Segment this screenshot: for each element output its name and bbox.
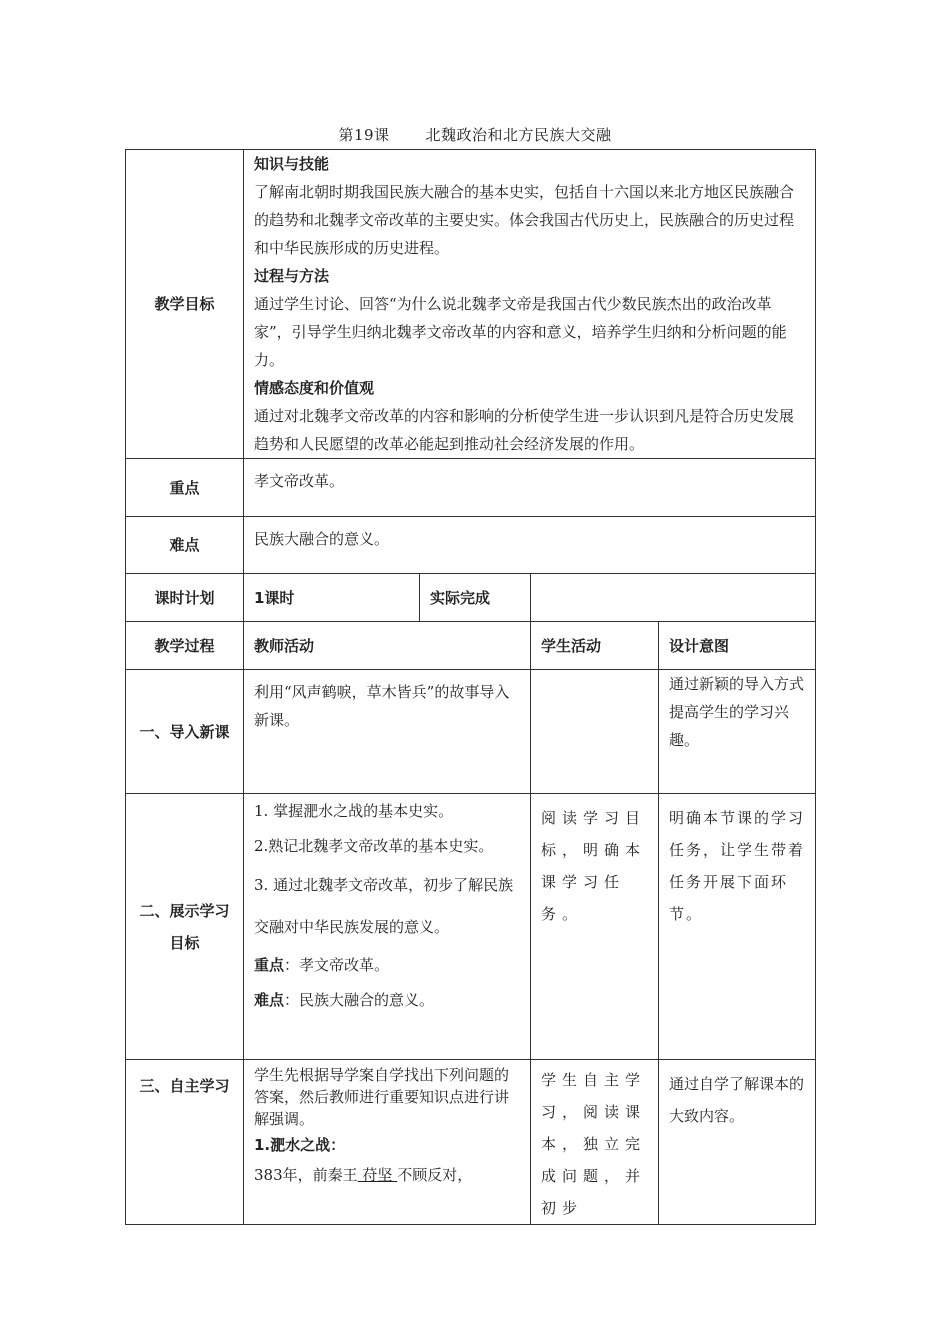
key-point-text: 孝文帝改革。 (244, 459, 816, 517)
objectives-row (126, 150, 816, 459)
key-point-label: 重点 (126, 459, 244, 517)
goal-item: 1. 掌握淝水之战的基本史实。 (254, 802, 454, 820)
stage2-label (126, 794, 244, 1060)
page-title (0, 124, 950, 145)
schedule-label: 课时计划 (126, 574, 244, 622)
emotion-text: 通过对北魏孝文帝改革的内容和影响的分析使学生进一步认识到凡是符合历史发展趋势和人民愿望的改革必能起到推动社会经济发展的作用。 (254, 407, 795, 453)
teacher-header: 教师活动 (244, 622, 531, 670)
key-point-row (126, 459, 816, 517)
emotion-heading: 情感态度和价值观 (254, 379, 375, 397)
stage3-sub-heading: 1.淝水之战： (254, 1136, 346, 1154)
stage3-intent: 通过自学了解课本的大致内容。 (659, 1060, 816, 1225)
process-heading: 过程与方法 (254, 267, 330, 285)
stage2-teacher (244, 794, 531, 1060)
stage2-label-line2: 目标 (169, 933, 200, 952)
goal-key-label: 重点 (254, 956, 285, 974)
difficulty-text: 民族大融合的意义。 (244, 517, 816, 574)
schedule-row (126, 574, 816, 622)
knowledge-text: 了解南北朝时期我国民族大融合的基本史实，包括自十六国以来北方地区民族融合的趋势和北魏孝文帝改革的主要史实。体会我国古代历史上，民族融合的历史过程和中华民族形成的历史进程。 (254, 183, 795, 257)
stage2-intent: 明确本节课的学习任务，让学生带着任务开展下面环节。 (659, 794, 816, 1060)
fill-blank: 苻坚 (357, 1166, 398, 1184)
stage1-teacher: 利用“风声鹤唳，草木皆兵”的故事导入新课。 (244, 670, 531, 794)
stage1-student (531, 670, 659, 794)
student-header: 学生活动 (531, 622, 659, 670)
goal-diff-label: 难点 (254, 991, 285, 1009)
goal-diff-text: ：民族大融合的意义。 (284, 991, 435, 1009)
goal-key (254, 948, 520, 983)
stage1-row (126, 670, 816, 794)
intent-header: 设计意图 (659, 622, 816, 670)
goal-difficulty (254, 983, 520, 1018)
actual-label: 实际完成 (420, 574, 531, 622)
fill-line-end: 不顾反对， (397, 1166, 473, 1184)
difficulty-label: 难点 (126, 517, 244, 574)
stage3-teacher (244, 1060, 531, 1225)
lesson-number: 第19课 (338, 126, 390, 144)
stage3-fill-line (254, 1160, 520, 1190)
lesson-plan-table (125, 149, 816, 1225)
goal-key-text: ：孝文帝改革。 (284, 956, 390, 974)
stage3-label: 三、自主学习 (126, 1060, 244, 1225)
stage3-intro: 学生先根据导学案自学找出下列问题的答案，然后教师进行重要知识点进行讲解强调。 (254, 1066, 510, 1128)
schedule-value: 1课时 (244, 574, 420, 622)
goal-item: 2.熟记北魏孝文帝改革的基本史实。 (254, 837, 494, 855)
stage2-label-line1: 二、展示学习 (139, 901, 230, 920)
process-text: 通过学生讨论、回答“为什么说北魏孝文帝是我国古代少数民族杰出的政治改革家”，引导学生归纳北魏孝文帝改革的内容和意义，培养学生归纳和分析问题的能力。 (254, 295, 787, 369)
stage1-label: 一、导入新课 (126, 670, 244, 794)
objectives-content (244, 150, 816, 459)
actual-value (531, 574, 816, 622)
fill-line-start: 383年，前秦王 (254, 1166, 358, 1184)
lesson-name: 北魏政治和北方民族大交融 (425, 126, 612, 144)
stage2-student: 阅读学习目标，明确本课学习任务。 (531, 794, 659, 1060)
goal-item: 3. 通过北魏孝文帝改革，初步了解民族交融对中华民族发展的意义。 (254, 876, 514, 936)
stage3-student: 学生自主学习，阅读课本，独立完成问题，并初步 (531, 1060, 659, 1225)
stage-header: 教学过程 (126, 622, 244, 670)
stage2-row (126, 794, 816, 1060)
stage1-intent: 通过新颖的导入方式提高学生的学习兴趣。 (659, 670, 816, 794)
knowledge-heading: 知识与技能 (254, 155, 330, 173)
stage3-row (126, 1060, 816, 1225)
process-header-row (126, 622, 816, 670)
objectives-label: 教学目标 (126, 150, 244, 459)
difficulty-row (126, 517, 816, 574)
